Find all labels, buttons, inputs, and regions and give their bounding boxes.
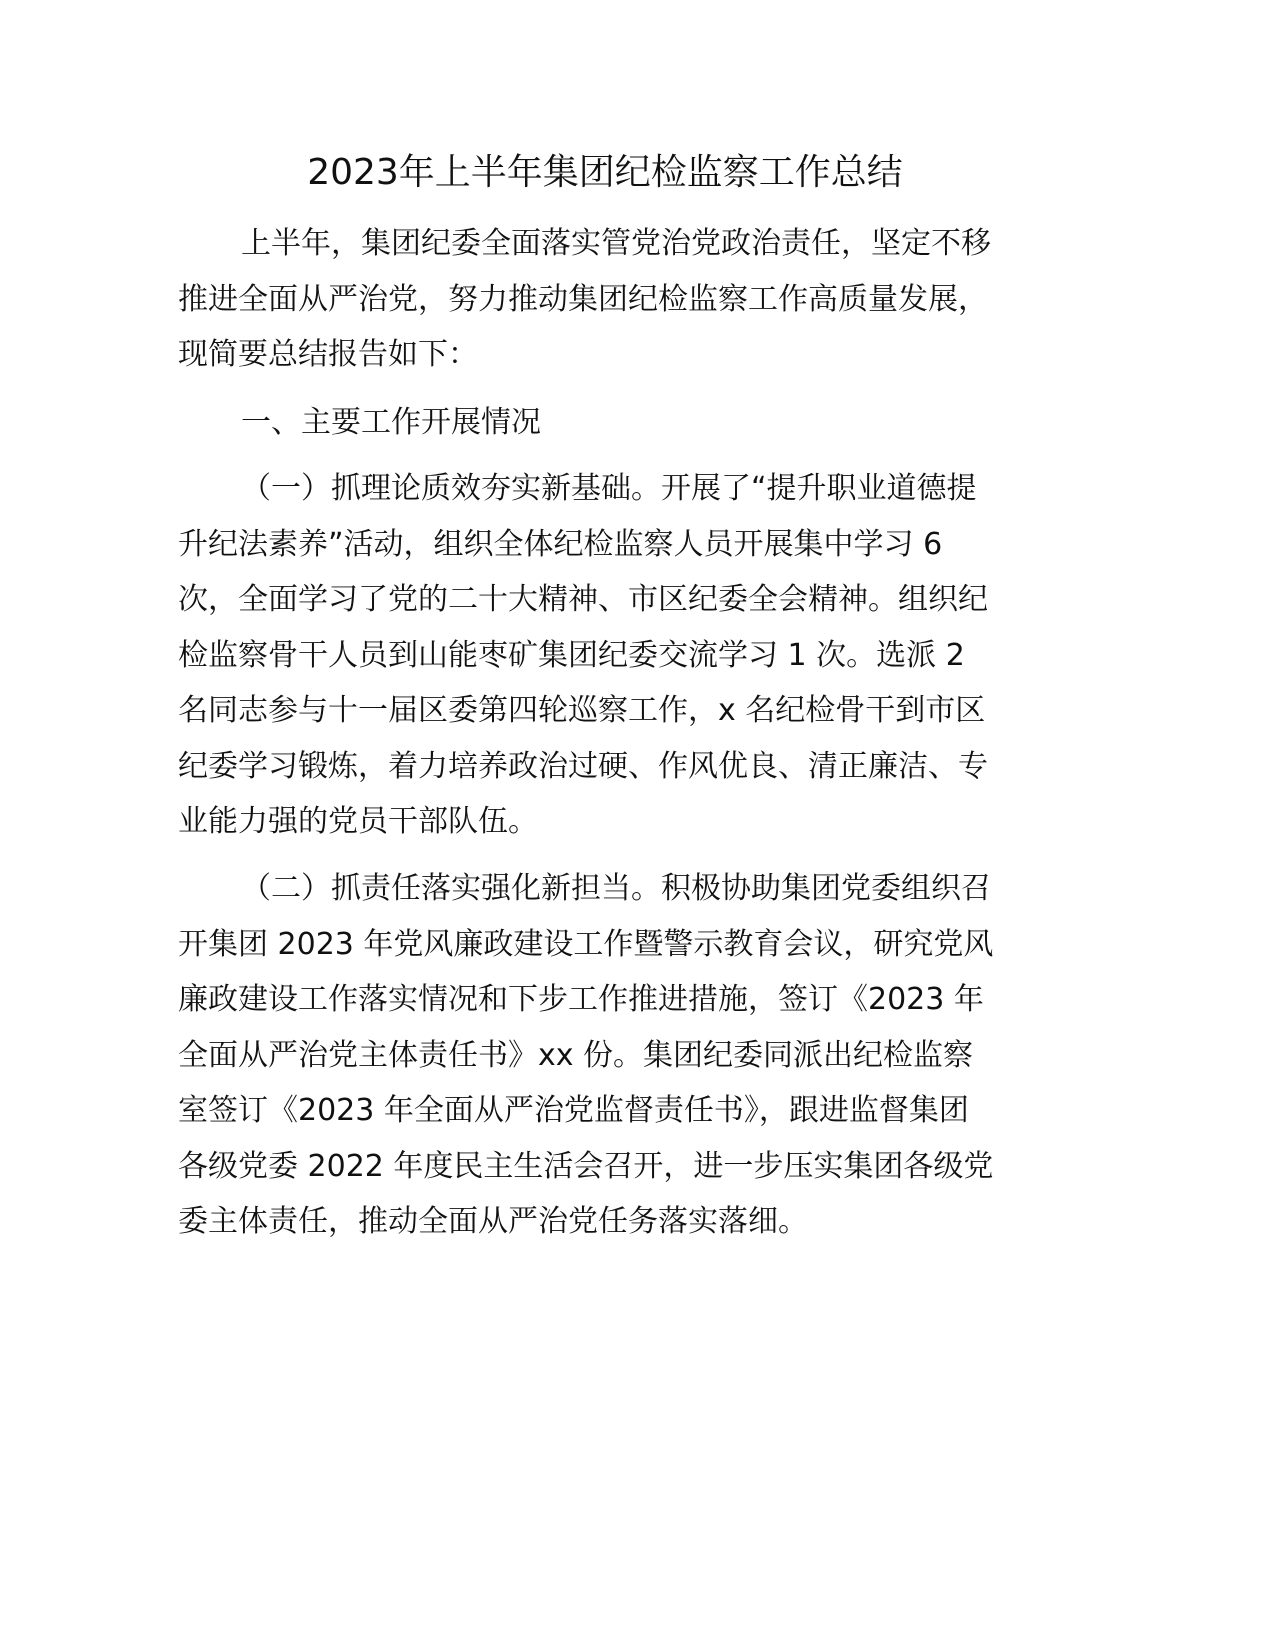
text-line: 委主体责任，推动全面从严治党任务落实落细。 — [178, 1204, 808, 1239]
document-title: 2023年上半年集团纪检监察工作总结 — [307, 152, 903, 193]
text-line: 纪委学习锻炼，着力培养政治过硬、作风优良、清正廉洁、专 — [178, 748, 988, 784]
text-line: 业能力强的党员干部队伍。 — [178, 804, 538, 839]
text-line: 名同志参与十一届区委第四轮巡察工作，x 名纪检骨干到市区 — [178, 693, 986, 728]
text-line: 次，全面学习了党的二十大精神、市区纪委全会精神。组织纪 — [178, 582, 988, 617]
text-line: 室签订《2023 年全面从严治党监督责任书》，跟进监督集团 — [178, 1093, 969, 1128]
text-line: 升纪法素养”活动，组织全体纪检监察人员开展集中学习 6 — [178, 526, 943, 562]
text-line: （一）抓理论质效夯实新基础。开展了“提升职业道德提 — [241, 471, 977, 506]
intro-paragraph — [178, 216, 1038, 383]
text-line: （二）抓责任落实强化新担当。积极协助集团党委组织召 — [241, 871, 991, 906]
text-line: 检监察骨干人员到山能枣矿集团纪委交流学习 1 次。选派 2 — [178, 637, 965, 673]
text-line: 全面从严治党主体责任书》xx 份。集团纪委同派出纪检监察 — [178, 1037, 974, 1073]
text-line: 廉政建设工作落实情况和下步工作推进措施，签订《2023 年 — [178, 982, 984, 1017]
paragraph-1 — [178, 461, 1038, 850]
text-line: 开集团 2023 年党风廉政建设工作暨警示教育会议，研究党风 — [178, 926, 994, 962]
paragraph-2 — [178, 861, 1038, 1250]
text-line: 各级党委 2022 年度民主生活会召开，进一步压实集团各级党 — [178, 1148, 994, 1184]
text-line: 上半年，集团纪委全面落实管党治党政治责任，坚定不移 — [241, 226, 991, 261]
text-line: 现简要总结报告如下： — [178, 337, 478, 372]
section-heading-block — [178, 395, 1038, 451]
text-line: 推进全面从严治党，努力推动集团纪检监察工作高质量发展， — [178, 281, 988, 317]
section-heading: 一、主要工作开展情况 — [241, 405, 541, 440]
